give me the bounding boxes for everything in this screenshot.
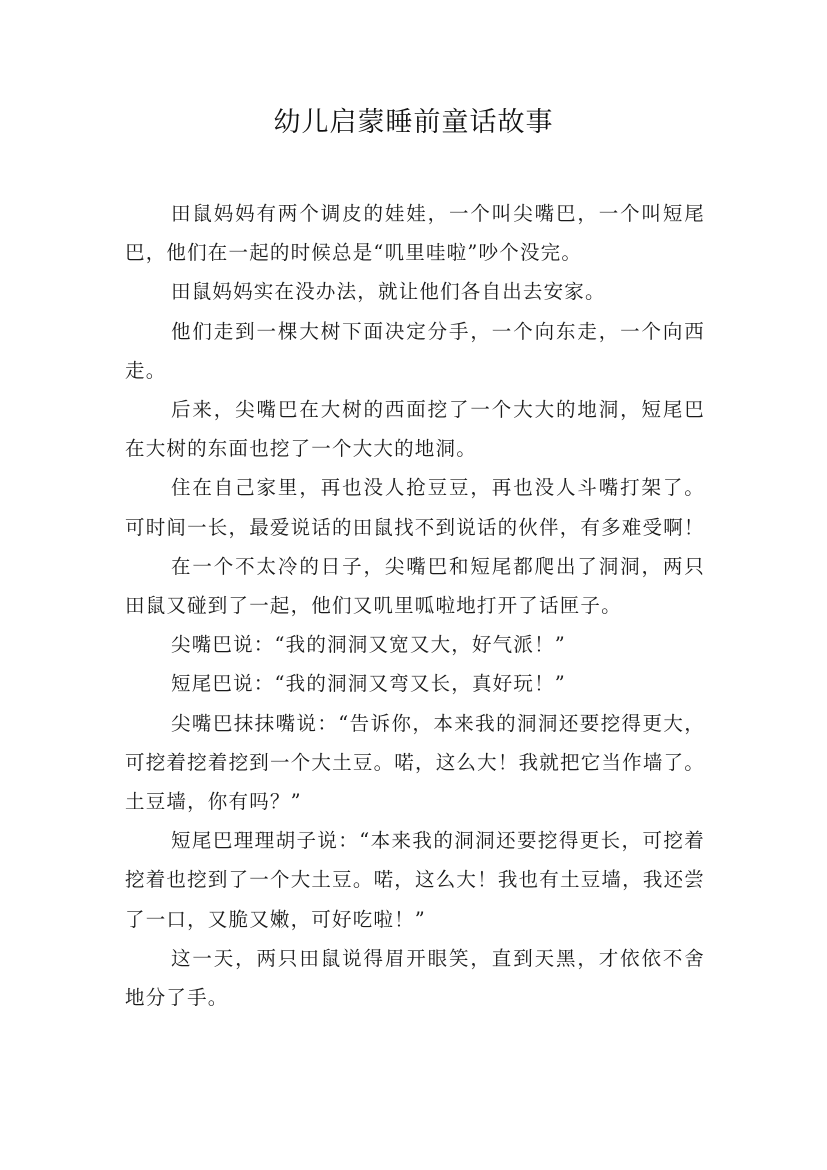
paragraph: 住在自己家里，再也没人抢豆豆，再也没人斗嘴打架了。可时间一长，最爱说话的田鼠找不到说话的伙伴，有多难受啊！ bbox=[125, 476, 705, 539]
paragraph: 后来，尖嘴巴在大树的西面挖了一个大大的地洞，短尾巴在大树的东面也挖了一个大大的地洞。 bbox=[125, 398, 705, 461]
paragraph: 尖嘴巴说：“我的洞洞又宽又大，好气派！” bbox=[171, 633, 566, 657]
story-body bbox=[125, 194, 705, 1017]
document-title: 幼儿启蒙睡前童话故事 bbox=[273, 107, 554, 138]
paragraph: 短尾巴说：“我的洞洞又弯又长，真好玩！” bbox=[171, 672, 566, 696]
paragraph: 在一个不太冷的日子，尖嘴巴和短尾都爬出了洞洞，两只田鼠又碰到了一起，他们又叽里呱啦地打开了话匣子。 bbox=[125, 554, 705, 618]
paragraph: 这一天，两只田鼠说得眉开眼笑，直到天黑，才依依不舍地分了手。 bbox=[125, 946, 705, 1010]
paragraph: 他们走到一棵大树下面决定分手，一个向东走，一个向西走。 bbox=[125, 319, 705, 382]
paragraph: 田鼠妈妈有两个调皮的娃娃，一个叫尖嘴巴，一个叫短尾巴，他们在一起的时候总是“叽里哇啦”吵个没完。 bbox=[125, 202, 705, 265]
paragraph: 短尾巴理理胡子说：“本来我的洞洞还要挖得更长，可挖着挖着也挖到了一个大土豆。喏，这么大！我也有土豆墙，我还尝了一口，又脆又嫩，可好吃啦！” bbox=[125, 829, 705, 931]
paragraph: 尖嘴巴抹抹嘴说：“告诉你，本来我的洞洞还要挖得更大，可挖着挖着挖到一个大土豆。喏，这么大！我就把它当作墙了。土豆墙，你有吗？” bbox=[125, 711, 705, 814]
paragraph: 田鼠妈妈实在没办法，就让他们各自出去安家。 bbox=[171, 280, 606, 304]
